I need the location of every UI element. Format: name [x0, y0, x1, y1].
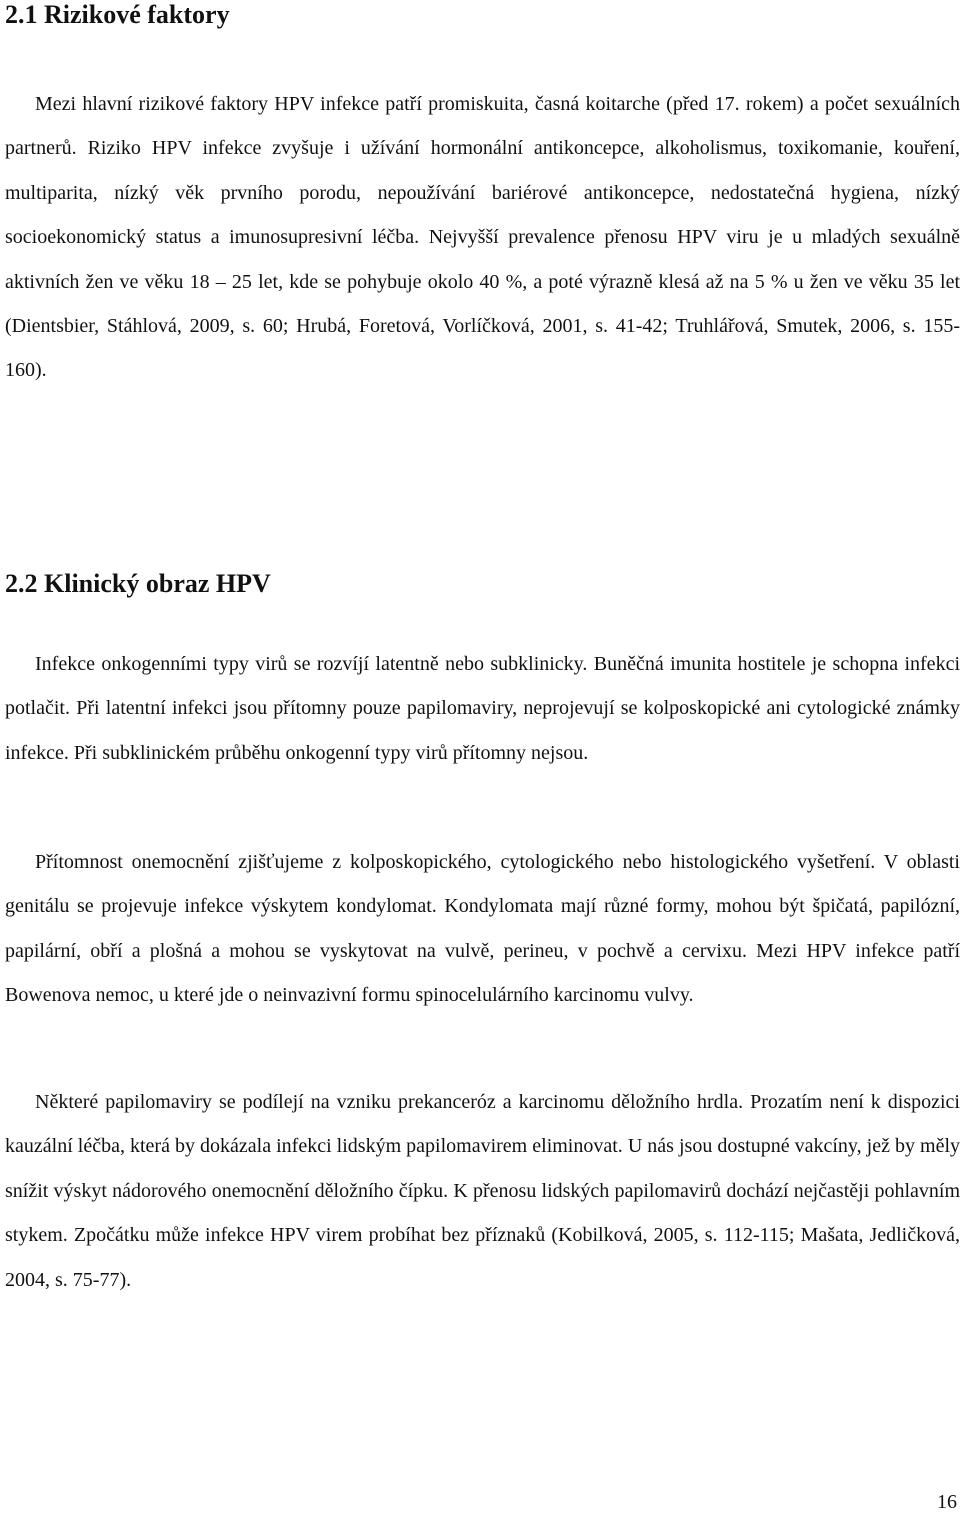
paragraph-risk-factors: Mezi hlavní rizikové faktory HPV infekce patří promiskuita, časná koitarche (před 17. rokem) a počet sexuálních partnerů. Riziko HPV infekce zvyšuje i užívání hormonální antikoncepce, alkoholismus, toxikomanie, kouření, multiparita, nízký věk prvního porodu, nepoužívání bariérové antikoncepce, nedostatečná hygiena, nízký socioekonomický status a imunosupresivní léčba. Nejvyšší prevalence přenosu HPV viru je u mladých sexuálně aktivních žen ve věku 18 – 25 let, kde se pohybuje okolo 40 %, a poté výrazně klesá až na 5 % u žen ve věku 35 let (Dientsbier, Stáhlová, 2009, s. 60; Hrubá, Foretová, Vorlíčková, 2001, s. 41-42; Truhlářová, Smutek, 2006, s. 155-160). — [5, 93, 960, 382]
section-heading-clinical-picture: 2.2 Klinický obraz HPV — [5, 569, 271, 598]
page-number: 16 — [937, 1491, 957, 1513]
paragraph-diagnosis-forms: Přítomnost onemocnění zjišťujeme z kolposkopického, cytologického nebo histologického vyšetření. V oblasti genitálu se projevuje infekce výskytem kondylomat. Kondylomata mají různé formy, mohou být špičatá, papilózní, papilární, obří a plošná a mohou se vyskytovat na vulvě, perineu, v pochvě a cervixu. Mezi HPV infekce patří Bowenova nemoc, u které jde o neinvazivní formu spinocelulárního karcinomu vulvy. — [5, 851, 960, 1007]
paragraph-prevention-transmission: Některé papilomaviry se podílejí na vzniku prekanceróz a karcinomu děložního hrdla. Prozatím není k dispozici kauzální léčba, která by dokázala infekci lidským papilomavirem eliminovat. U nás jsou dostupné vakcíny, jež by měly snížit výskyt nádorového onemocnění děložního čípku. K přenosu lidských papilomavirů dochází nejčastěji pohlavním stykem. Zpočátku může infekce HPV virem probíhat bez příznaků (Kobilková, 2005, s. 112-115; Mašata, Jedličková, 2004, s. 75-77). — [5, 1091, 960, 1291]
paragraph-infection-course: Infekce onkogenními typy virů se rozvíjí latentně nebo subklinicky. Buněčná imunita hostitele je schopna infekci potlačit. Při latentní infekci jsou přítomny pouze papilomaviry, neprojevují se kolposkopické ani cytologické známky infekce. Při subklinickém průběhu onkogenní typy virů přítomny nejsou. — [5, 653, 960, 764]
section-heading-risk-factors: 2.1 Rizikové faktory — [5, 0, 230, 29]
